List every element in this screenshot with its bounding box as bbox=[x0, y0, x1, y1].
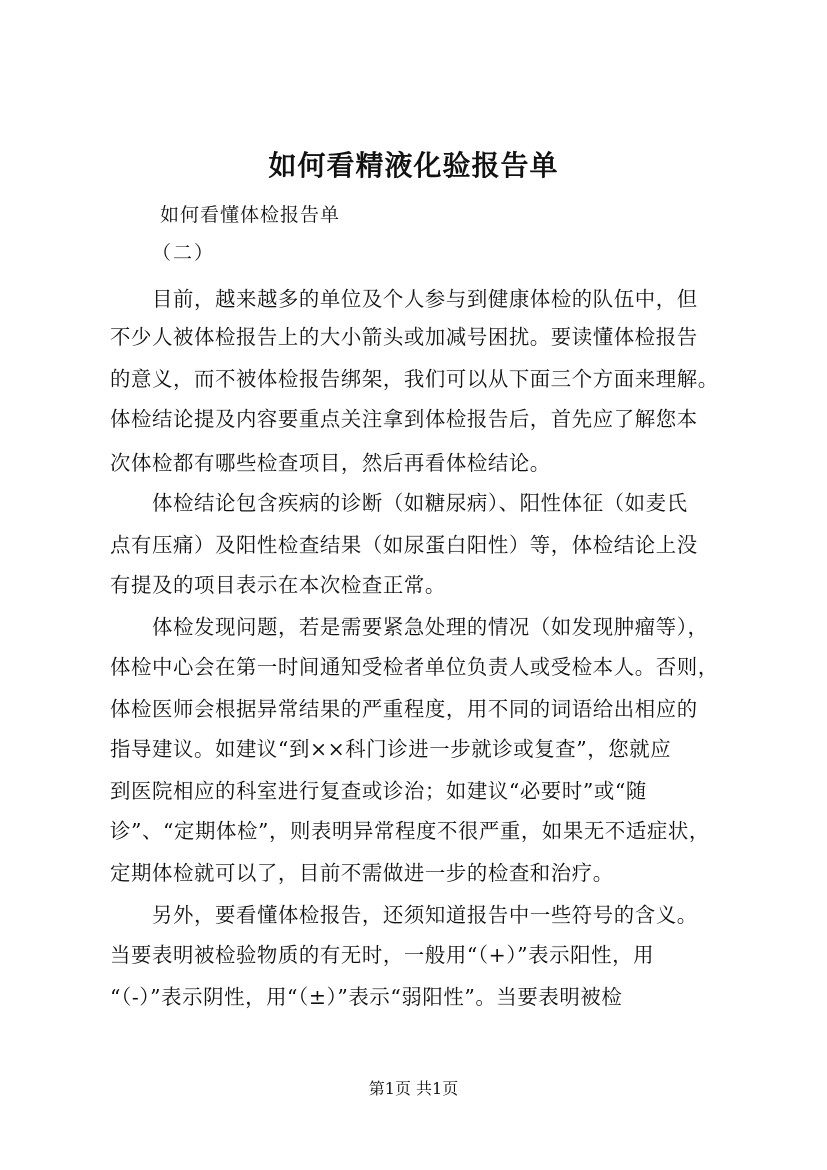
paragraph-line: 体检发现问题，若是需要紧急处理的情况（如发现肿瘤等）， bbox=[152, 615, 709, 639]
paragraph-line: 指导建议。如建议“到××科门诊进一步就诊或复查”，您就应 bbox=[110, 737, 672, 761]
paragraph-line: 有提及的项目表示在本次检查正常。 bbox=[110, 573, 446, 597]
paragraph-line: 点有压痛）及阳性检查结果（如尿蛋白阳性）等，体检结论上没 bbox=[110, 533, 698, 557]
paragraph-line: 体检结论包含疾病的诊断（如糖尿病）、阳性体征（如麦氏 bbox=[152, 491, 688, 515]
paragraph-line: 体检结论提及内容要重点关注拿到体检报告后，首先应了解您本 bbox=[110, 407, 698, 431]
paragraph-line: 体检中心会在第一时间通知受检者单位负责人或受检本人。否则， bbox=[110, 655, 719, 679]
section-marker: （二） bbox=[152, 242, 216, 264]
paragraph-line: 当要表明被检验物质的有无时，一般用“（+）”表示阳性，用 bbox=[110, 943, 655, 967]
paragraph-line: 的意义，而不被体检报告绑架，我们可以从下面三个方面来理解。 bbox=[110, 367, 719, 391]
paragraph-line: 定期体检就可以了，目前不需做进一步的检查和治疗。 bbox=[110, 861, 614, 885]
paragraph-line: 不少人被体检报告上的大小箭头或加减号困扰。要读懂体检报告 bbox=[110, 325, 698, 349]
paragraph-line: “（-）”表示阴性，用“（±）”表示“弱阳性”。当要表明被检 bbox=[110, 985, 623, 1009]
page-footer: 第1页 共1页 bbox=[368, 1079, 459, 1098]
paragraph-line: 目前，越来越多的单位及个人参与到健康体检的队伍中，但 bbox=[152, 287, 698, 311]
paragraph-line: 到医院相应的科室进行复查或诊治；如建议“必要时”或“随 bbox=[110, 779, 647, 803]
paragraph-line: 另外，要看懂体检报告，还须知道报告中一些符号的含义。 bbox=[152, 903, 698, 927]
document-title: 如何看精液化验报告单 bbox=[268, 149, 559, 182]
paragraph-line: 体检医师会根据异常结果的严重程度，用不同的词语给出相应的 bbox=[110, 697, 698, 721]
paragraph-line: 次体检都有哪些检查项目，然后再看体检结论。 bbox=[110, 451, 551, 475]
paragraph-line: 诊”、“定期体检”，则表明异常程度不很严重，如果无不适症状， bbox=[110, 819, 710, 843]
document-subtitle: 如何看懂体检报告单 bbox=[160, 204, 341, 226]
